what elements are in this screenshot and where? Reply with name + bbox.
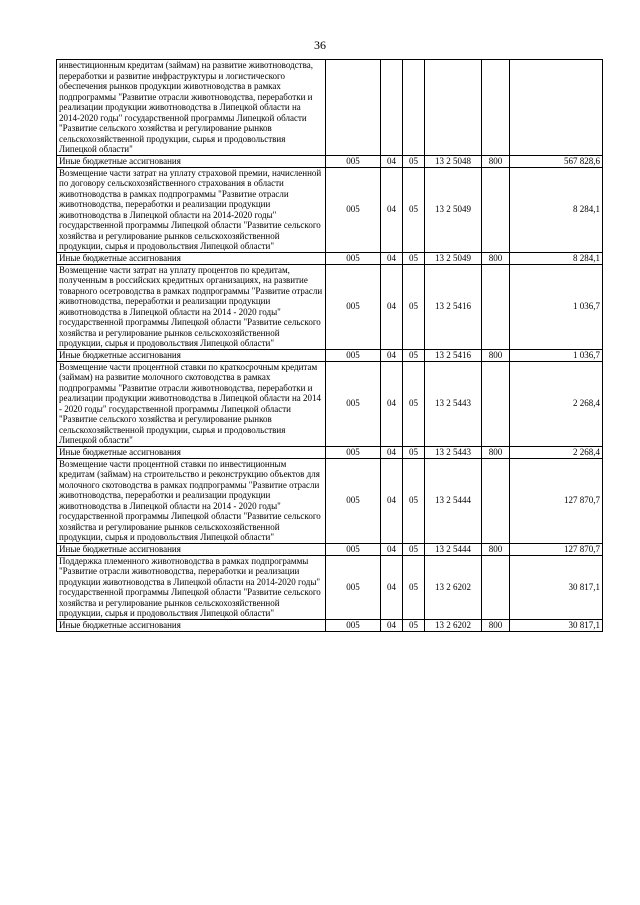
row-subsection-code: 05 — [403, 619, 425, 631]
row-amount: 127 870,7 — [510, 543, 603, 555]
row-amount: 2 268,4 — [510, 446, 603, 458]
row-name: Возмещение части затрат на уплату процентов по кредитам, полученным в российских кредитных организациях, на развитие товарного осетроводства в рамках подпрограммы "Развитие отрасли животноводства, переработки и реализации продукции животноводства в Липецкой области на 2014 - 2020 годы" государственной программы Липецкой области "Развитие сельского хозяйства и регулирование рынков сельскохозяйственной продукции, сырья и продовольствия Липецкой области" — [57, 264, 326, 349]
row-section-code: 04 — [381, 155, 403, 167]
row-name: Иные бюджетные ассигнования — [57, 155, 326, 167]
row-section-code: 04 — [381, 555, 403, 619]
row-grbs-code: 005 — [326, 155, 381, 167]
row-target-article: 13 2 5443 — [425, 361, 482, 446]
row-expense-type — [482, 555, 510, 619]
row-name: Возмещение части процентной ставки по инвестиционным кредитам (займам) на строительство и реконструкцию объектов для молочного скотоводства в рамках подпрограммы "Развитие отрасли животноводства, переработки и реализации продукции животноводства в Липецкой области на 2014 - 2020 годы" государственной программы Липецкой области "Развитие сельского хозяйства и регулирование рынков сельскохозяйственной продукции, сырья и продовольствия Липецкой области" — [57, 458, 326, 543]
row-grbs-code: 005 — [326, 264, 381, 349]
row-amount: 30 817,1 — [510, 555, 603, 619]
row-subsection-code: 05 — [403, 361, 425, 446]
row-target-article: 13 2 5049 — [425, 252, 482, 264]
row-subsection-code: 05 — [403, 543, 425, 555]
row-grbs-code: 005 — [326, 349, 381, 361]
row-subsection-code: 05 — [403, 264, 425, 349]
row-name: Иные бюджетные ассигнования — [57, 543, 326, 555]
row-name: Поддержка племенного животноводства в рамках подпрограммы "Развитие отрасли животноводства, переработки и реализации продукции животноводства в Липецкой области на 2014-2020 годы" государственной программы Липецкой области "Развитие сельского хозяйства и регулирование рынков сельскохозяйственной продукции, сырья и продовольствия Липецкой области" — [57, 555, 326, 619]
row-section-code: 04 — [381, 543, 403, 555]
row-target-article: 13 2 5048 — [425, 155, 482, 167]
row-section-code: 04 — [381, 458, 403, 543]
table-row — [57, 167, 603, 252]
row-amount: 567 828,6 — [510, 155, 603, 167]
row-grbs-code: 005 — [326, 619, 381, 631]
table-row — [57, 349, 603, 361]
row-target-article: 13 2 5416 — [425, 264, 482, 349]
row-expense-type — [482, 60, 510, 156]
row-section-code: 04 — [381, 619, 403, 631]
row-target-article: 13 2 5443 — [425, 446, 482, 458]
row-grbs-code — [326, 60, 381, 156]
table-row — [57, 458, 603, 543]
row-grbs-code: 005 — [326, 543, 381, 555]
row-expense-type: 800 — [482, 543, 510, 555]
row-name: Возмещение части затрат на уплату страховой премии, начисленной по договору сельскохозяйственного страхования в области животноводства в рамках подпрограммы "Развитие отрасли животноводства, переработки и реализации продукции животноводства в Липецкой области на 2014-2020 годы" государственной программы Липецкой области "Развитие сельского хозяйства и регулирование рынков сельскохозяйственной продукции, сырья и продовольствия Липецкой области" — [57, 167, 326, 252]
row-expense-type: 800 — [482, 349, 510, 361]
row-expense-type: 800 — [482, 252, 510, 264]
row-section-code: 04 — [381, 349, 403, 361]
row-grbs-code: 005 — [326, 361, 381, 446]
row-target-article — [425, 60, 482, 156]
table-row — [57, 543, 603, 555]
row-section-code — [381, 60, 403, 156]
table-row — [57, 60, 603, 156]
row-amount: 2 268,4 — [510, 361, 603, 446]
row-section-code: 04 — [381, 167, 403, 252]
row-amount: 127 870,7 — [510, 458, 603, 543]
row-expense-type — [482, 264, 510, 349]
row-grbs-code: 005 — [326, 252, 381, 264]
row-target-article: 13 2 6202 — [425, 555, 482, 619]
row-expense-type — [482, 167, 510, 252]
row-grbs-code: 005 — [326, 458, 381, 543]
row-subsection-code: 05 — [403, 252, 425, 264]
row-subsection-code: 05 — [403, 155, 425, 167]
page-number: 36 — [314, 38, 326, 52]
row-target-article: 13 2 5444 — [425, 543, 482, 555]
row-name: Возмещение части процентной ставки по краткосрочным кредитам (займам) на развитие молочного скотоводства в рамках подпрограммы "Развитие отрасли животноводства, переработки и реализации продукции животноводства в Липецкой области на 2014 - 2020 годы" государственной программы Липецкой области "Развитие сельского хозяйства и регулирование рынков сельскохозяйственной продукции, сырья и продовольствия Липецкой области" — [57, 361, 326, 446]
row-name: Иные бюджетные ассигнования — [57, 349, 326, 361]
row-name: Иные бюджетные ассигнования — [57, 446, 326, 458]
row-expense-type: 800 — [482, 446, 510, 458]
row-subsection-code: 05 — [403, 167, 425, 252]
row-grbs-code: 005 — [326, 167, 381, 252]
row-expense-type — [482, 361, 510, 446]
table-row — [57, 619, 603, 631]
table-row — [57, 155, 603, 167]
table-row — [57, 555, 603, 619]
table-row — [57, 446, 603, 458]
row-subsection-code: 05 — [403, 458, 425, 543]
row-expense-type: 800 — [482, 619, 510, 631]
row-grbs-code: 005 — [326, 446, 381, 458]
budget-table — [56, 59, 603, 632]
row-grbs-code: 005 — [326, 555, 381, 619]
row-name: Иные бюджетные ассигнования — [57, 619, 326, 631]
row-target-article: 13 2 6202 — [425, 619, 482, 631]
row-subsection-code: 05 — [403, 555, 425, 619]
row-target-article: 13 2 5049 — [425, 167, 482, 252]
row-name: Иные бюджетные ассигнования — [57, 252, 326, 264]
row-amount: 1 036,7 — [510, 264, 603, 349]
row-section-code: 04 — [381, 252, 403, 264]
row-section-code: 04 — [381, 446, 403, 458]
row-section-code: 04 — [381, 361, 403, 446]
row-expense-type: 800 — [482, 155, 510, 167]
row-amount — [510, 60, 603, 156]
row-target-article: 13 2 5416 — [425, 349, 482, 361]
row-amount: 8 284,1 — [510, 252, 603, 264]
row-amount: 1 036,7 — [510, 349, 603, 361]
table-row — [57, 361, 603, 446]
row-name: инвестиционным кредитам (займам) на развитие животноводства, переработки и развитие инфраструктуры и логистического обеспечения рынков продукции животноводства в рамках подпрограммы "Развитие отрасли животноводства, переработки и реализации продукции животноводства в Липецкой области на 2014-2020 годы" государственной программы Липецкой области "Развитие сельского хозяйства и регулирование рынков сельскохозяйственной продукции, сырья и продовольствия Липецкой области" — [57, 60, 326, 156]
row-amount: 30 817,1 — [510, 619, 603, 631]
row-subsection-code — [403, 60, 425, 156]
row-target-article: 13 2 5444 — [425, 458, 482, 543]
row-amount: 8 284,1 — [510, 167, 603, 252]
table-row — [57, 264, 603, 349]
row-subsection-code: 05 — [403, 446, 425, 458]
row-section-code: 04 — [381, 264, 403, 349]
row-subsection-code: 05 — [403, 349, 425, 361]
row-expense-type — [482, 458, 510, 543]
table-row — [57, 252, 603, 264]
